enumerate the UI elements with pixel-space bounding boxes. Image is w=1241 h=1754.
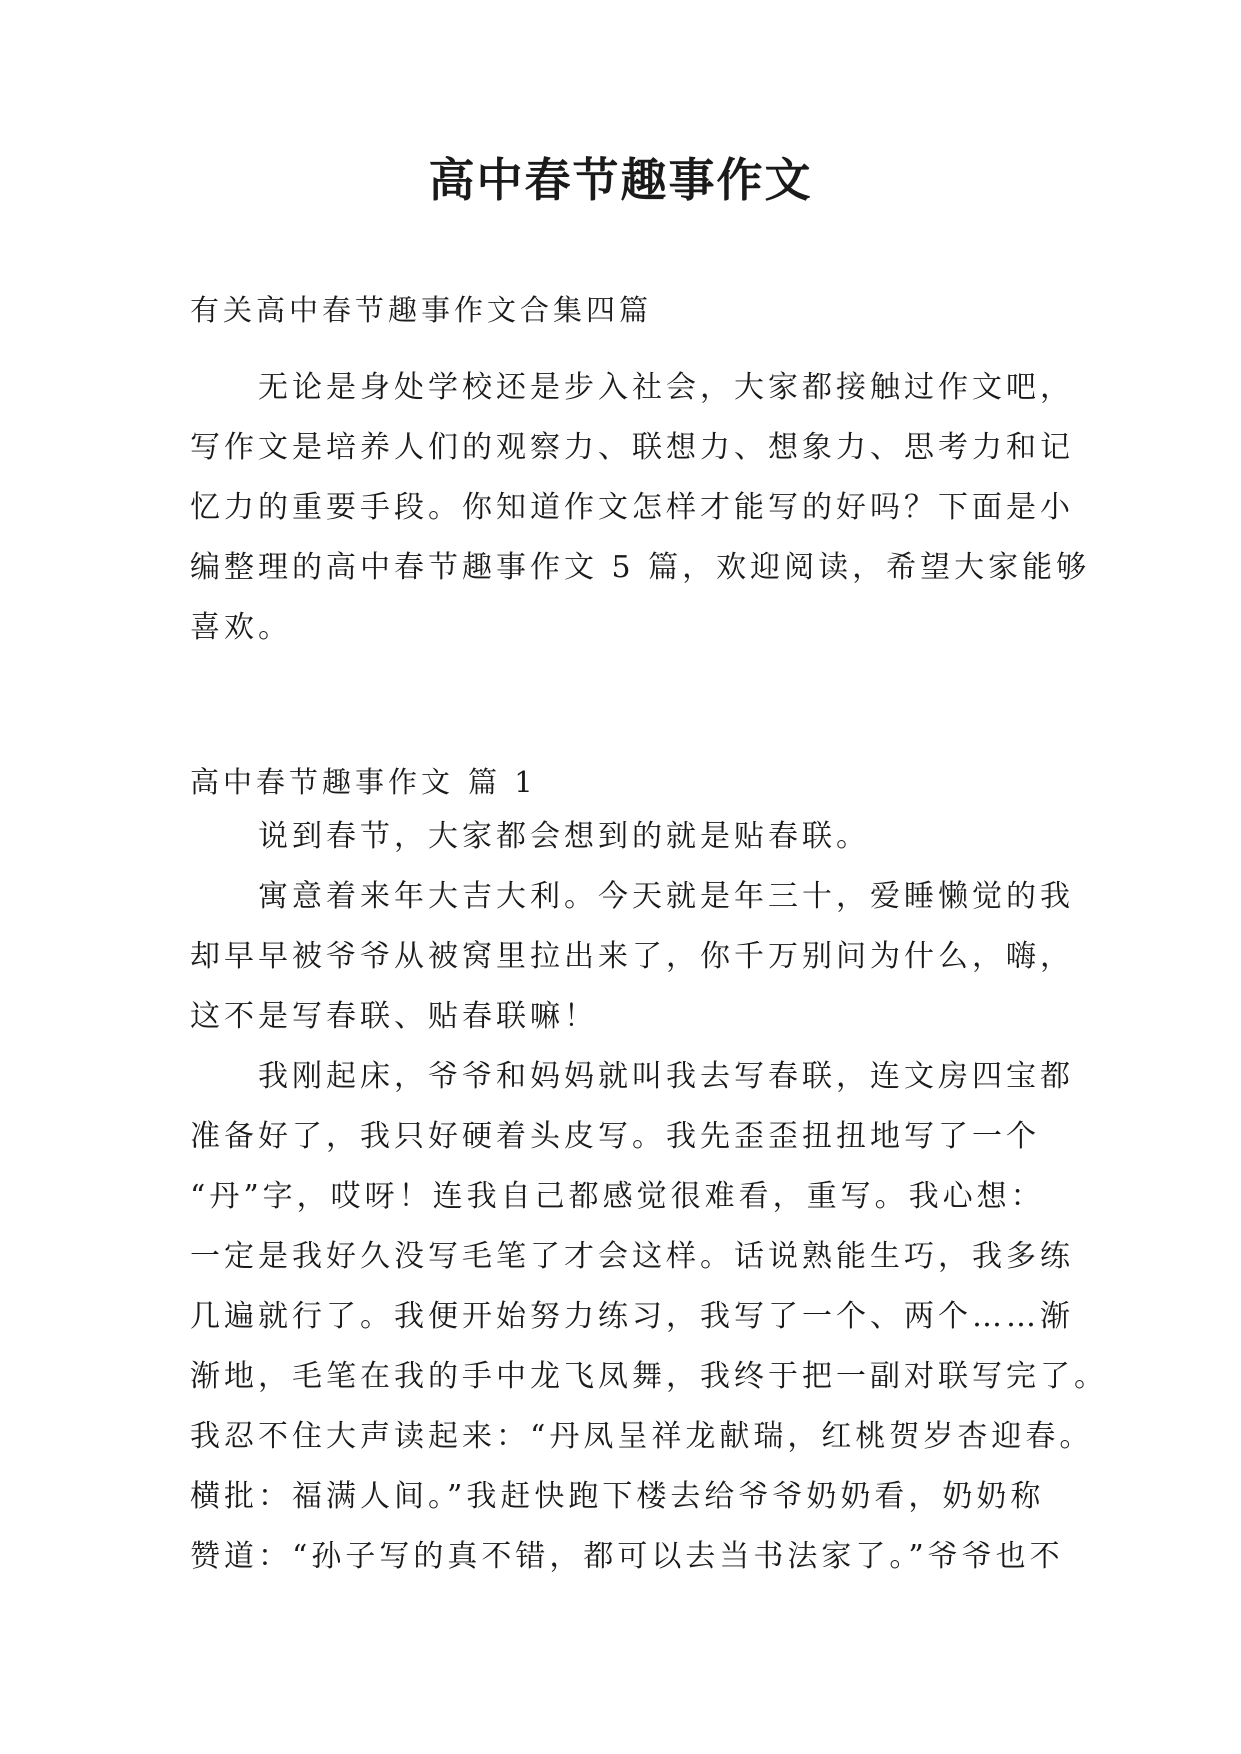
- article-line: 这不是写春联、贴春联嘛！: [190, 999, 598, 1034]
- intro-line: 编整理的高中春节趣事作文 5 篇，欢迎阅读，希望大家能够: [190, 550, 1091, 585]
- intro-paragraph: [190, 358, 1091, 658]
- article-body: [190, 807, 1108, 1587]
- article-line: 赞道：“孙子写的真不错，都可以去当书法家了。”爷爷也不: [190, 1539, 1064, 1574]
- intro-line: 忆力的重要手段。你知道作文怎样才能写的好吗？下面是小: [190, 490, 1074, 525]
- article-line: 几遍就行了。我便开始努力练习，我写了一个、两个……渐: [190, 1299, 1074, 1334]
- article-line: 我刚起床，爷爷和妈妈就叫我去写春联，连文房四宝都: [258, 1059, 1074, 1094]
- article-line: 寓意着来年大吉大利。今天就是年三十，爱睡懒觉的我: [258, 879, 1074, 914]
- intro-line: 写作文是培养人们的观察力、联想力、想象力、思考力和记: [190, 430, 1074, 465]
- section-heading-title: 高中春节趣事作文: [190, 765, 455, 799]
- article-line: “丹”字，哎呀！连我自己都感觉很难看，重写。我心想：: [190, 1179, 1045, 1214]
- article-line: 我忍不住大声读起来：“丹凤呈祥龙献瑞，红桃贺岁杏迎春。: [190, 1419, 1094, 1454]
- intro-line: 无论是身处学校还是步入社会，大家都接触过作文吧，: [258, 370, 1074, 405]
- section-heading-label: 篇 1: [468, 765, 537, 799]
- section-heading: [190, 762, 537, 802]
- article-line: 说到春节，大家都会想到的就是贴春联。: [258, 819, 870, 854]
- article-line: 横批：福满人间。”我赶快跑下楼去给爷爷奶奶看，奶奶称: [190, 1479, 1045, 1514]
- article-line: 一定是我好久没写毛笔了才会这样。话说熟能生巧，我多练: [190, 1239, 1074, 1274]
- article-line: 准备好了，我只好硬着头皮写。我先歪歪扭扭地写了一个: [190, 1119, 1040, 1154]
- article-line: 却早早被爷爷从被窝里拉出来了，你千万别问为什么，嗨，: [190, 939, 1074, 974]
- document-title: 高中春节趣事作文: [428, 153, 813, 207]
- document-subtitle: 有关高中春节趣事作文合集四篇: [190, 293, 653, 327]
- intro-line: 喜欢。: [190, 610, 292, 645]
- article-line: 渐地，毛笔在我的手中龙飞凤舞，我终于把一副对联写完了。: [190, 1359, 1108, 1394]
